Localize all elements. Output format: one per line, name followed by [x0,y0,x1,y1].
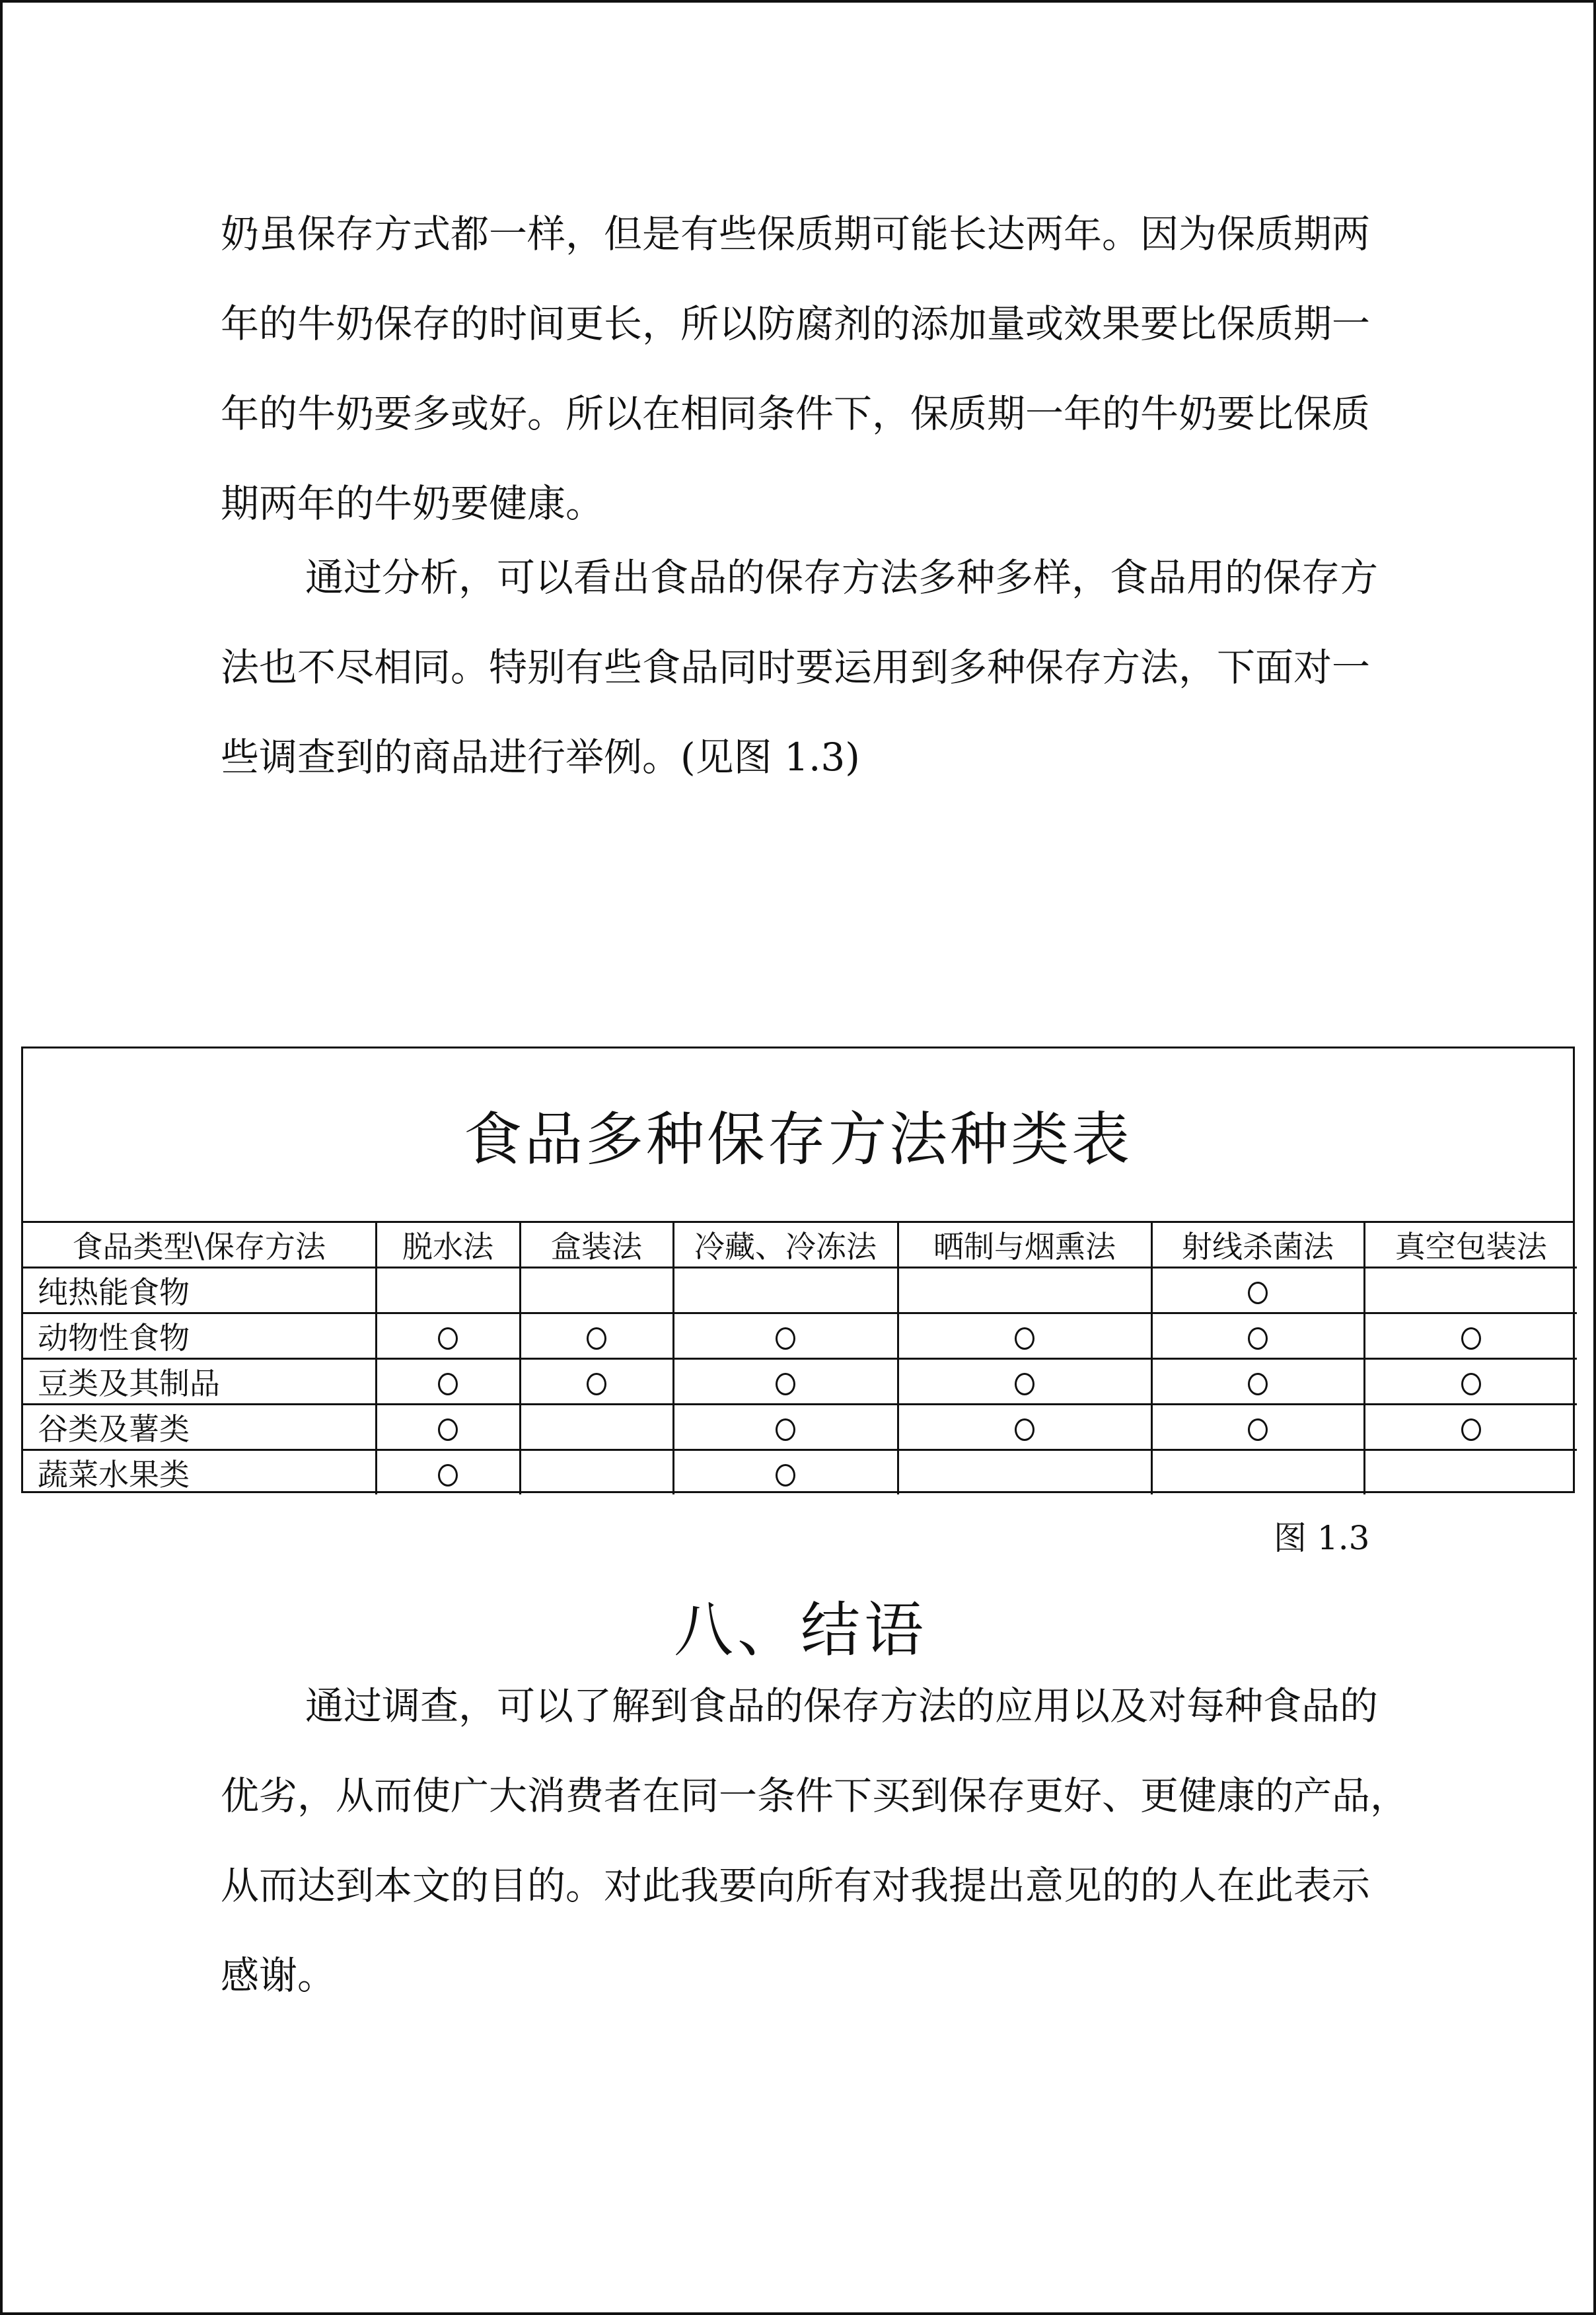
text-line: 通过调查，可以了解到食品的保存方法的应用以及对每种食品的 [305,1683,1379,1728]
circle-mark-icon [1015,1327,1034,1350]
section-heading: 八、结语 [674,1596,927,1665]
table-cell [673,1405,898,1450]
table-cell [520,1268,673,1313]
circle-mark-icon [587,1373,606,1395]
table-cell [898,1313,1151,1359]
table-cell [376,1313,520,1359]
paragraph-analysis [221,533,1383,802]
table-row [23,1405,1577,1450]
table-row [23,1268,1577,1313]
table-cell [376,1268,520,1313]
table-cell [673,1268,898,1313]
circle-mark-icon [438,1464,458,1487]
table-grid [23,1223,1577,1494]
corner-header: 食品类型\保存方法 [23,1223,376,1268]
circle-mark-icon [438,1373,458,1395]
table-title: 食品多种保存方法种类表 [23,1048,1573,1223]
table-cell [1364,1359,1577,1405]
column-header: 晒制与烟熏法 [898,1223,1151,1268]
circle-mark-icon [1461,1373,1481,1395]
text-line: 奶虽保存方式都一样，但是有些保质期可能长达两年。因为保质期两 [221,211,1371,256]
table-cell [1151,1359,1364,1405]
circle-mark-icon [776,1327,795,1350]
text-line: 年的牛奶要多或好。所以在相同条件下，保质期一年的牛奶要比保质 [221,391,1371,436]
circle-mark-icon [776,1418,795,1441]
table-cell [898,1359,1151,1405]
table-cell [673,1359,898,1405]
table-body [23,1268,1577,1495]
figure-caption: 图 1.3 [1274,1519,1370,1557]
table-row [23,1359,1577,1405]
circle-mark-icon [1015,1373,1034,1395]
table-cell [1364,1405,1577,1450]
paragraph-milk-shelf-life [221,189,1383,548]
table-cell [520,1313,673,1359]
circle-mark-icon [1461,1418,1481,1441]
circle-mark-icon [587,1327,606,1350]
table-cell [1364,1450,1577,1495]
text-line: 年的牛奶保存的时间更长，所以防腐剂的添加量或效果要比保质期一 [221,301,1371,346]
paragraph-conclusion [221,1661,1409,2020]
text-line: 期两年的牛奶要健康。 [221,481,604,526]
text-line: 感谢。 [221,1953,336,1998]
column-header: 脱水法 [376,1223,520,1268]
circle-mark-icon [1248,1327,1268,1350]
column-header: 冷藏、冷冻法 [673,1223,898,1268]
table-cell [898,1268,1151,1313]
table-cell [1151,1313,1364,1359]
text-line: 从而达到本文的目的。对此我要向所有对我提出意见的的人在此表示 [221,1863,1371,1908]
table-row [23,1313,1577,1359]
circle-mark-icon [776,1464,795,1487]
table-cell [898,1450,1151,1495]
circle-mark-icon [438,1327,458,1350]
row-label: 谷类及薯类 [23,1405,376,1450]
table-cell [520,1359,673,1405]
table-cell [376,1405,520,1450]
table-cell [376,1450,520,1495]
text-line: 优劣，从而使广大消费者在同一条件下买到保存更好、更健康的产品， [221,1773,1409,1818]
column-header: 射线杀菌法 [1151,1223,1364,1268]
table-cell [1364,1313,1577,1359]
circle-mark-icon [438,1418,458,1441]
table-cell [898,1405,1151,1450]
text-line: 些调查到的商品进行举例。(见图 1.3) [221,735,860,780]
table-header-row [23,1223,1577,1268]
table-row [23,1450,1577,1495]
row-label: 纯热能食物 [23,1268,376,1313]
table-cell [1364,1268,1577,1313]
table-cell [673,1450,898,1495]
circle-mark-icon [1461,1327,1481,1350]
table-cell [376,1359,520,1405]
table-cell [1151,1268,1364,1313]
row-label: 蔬菜水果类 [23,1450,376,1495]
circle-mark-icon [1248,1373,1268,1395]
circle-mark-icon [1248,1282,1268,1304]
table-cell [1151,1450,1364,1495]
column-header: 盒装法 [520,1223,673,1268]
table-cell [520,1450,673,1495]
preservation-methods-table [21,1047,1575,1493]
circle-mark-icon [1015,1418,1034,1441]
circle-mark-icon [776,1373,795,1395]
text-line: 法也不尽相同。特别有些食品同时要运用到多种保存方法，下面对一 [221,645,1371,690]
table-cell [673,1313,898,1359]
text-line: 通过分析，可以看出食品的保存方法多种多样，食品用的保存方 [305,555,1379,600]
circle-mark-icon [1248,1418,1268,1441]
table-cell [520,1405,673,1450]
row-label: 动物性食物 [23,1313,376,1359]
table-cell [1151,1405,1364,1450]
column-header: 真空包装法 [1364,1223,1577,1268]
row-label: 豆类及其制品 [23,1359,376,1405]
